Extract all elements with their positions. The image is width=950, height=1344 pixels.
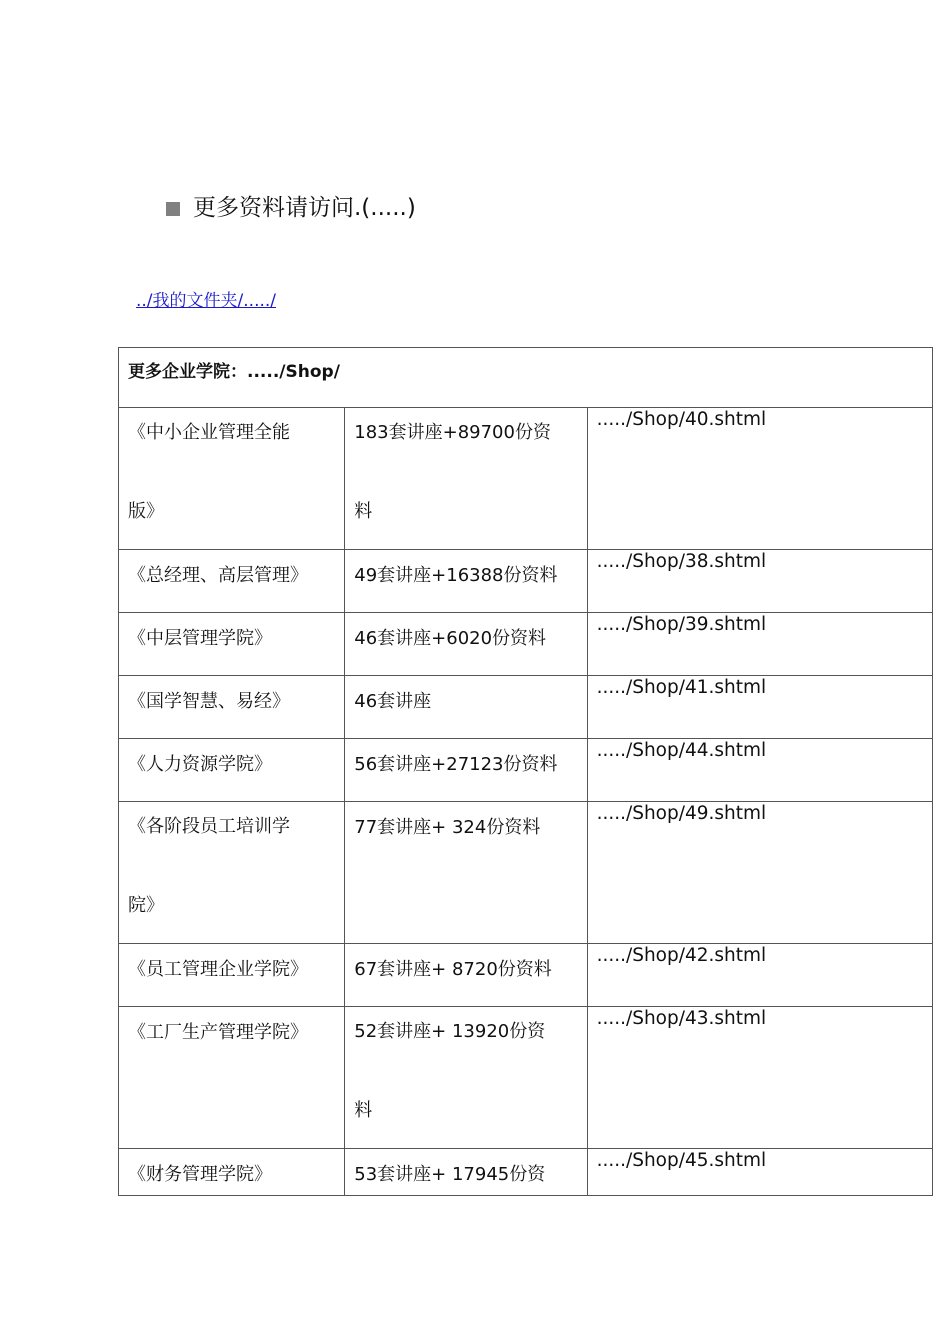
table-row — [119, 944, 933, 1007]
course-name-cell — [119, 802, 345, 944]
course-name-line: 《工厂生产管理学院》 — [128, 1022, 308, 1043]
course-desc-line: 52套讲座+ 13920份资 — [354, 1021, 546, 1042]
course-desc-line: 46套讲座 — [354, 691, 432, 712]
course-desc-line: 183套讲座+89700份资 — [354, 422, 551, 443]
course-desc-line: 77套讲座+ 324份资料 — [354, 817, 541, 838]
course-url[interactable]: ...../Shop/43.shtml — [596, 1008, 767, 1029]
course-url-cell — [587, 944, 932, 1007]
course-name-cell — [119, 408, 345, 550]
table-title: 更多企业学院：...../Shop/ — [119, 348, 933, 408]
course-name-line: 院》 — [128, 895, 164, 916]
table-row — [119, 739, 933, 802]
folder-link[interactable]: ../我的文件夹/...../ — [136, 291, 277, 311]
table-row — [119, 550, 933, 613]
course-name-line: 《财务管理学院》 — [128, 1164, 272, 1185]
course-name-line: 《中小企业管理全能 — [128, 422, 290, 443]
course-desc-cell — [345, 739, 587, 802]
course-desc-line: 56套讲座+27123份资料 — [354, 754, 558, 775]
square-bullet-icon — [166, 202, 180, 216]
table-header-row — [119, 348, 933, 408]
course-desc-cell — [345, 1149, 587, 1196]
table-row — [119, 802, 933, 944]
bullet-heading-text: 更多资料请访问.(.....) — [193, 195, 416, 221]
course-desc-line: 67套讲座+ 8720份资料 — [354, 959, 552, 980]
course-url-cell — [587, 802, 932, 944]
course-name-line: 《总经理、高层管理》 — [128, 565, 308, 586]
course-name-line: 《人力资源学院》 — [128, 754, 272, 775]
course-name-cell — [119, 1007, 345, 1149]
course-url-cell — [587, 550, 932, 613]
table-row — [119, 1149, 933, 1196]
course-name-line: 《中层管理学院》 — [128, 628, 272, 649]
course-name-cell — [119, 739, 345, 802]
course-desc-line: 49套讲座+16388份资料 — [354, 565, 558, 586]
course-desc-line: 46套讲座+6020份资料 — [354, 628, 547, 649]
course-name-cell — [119, 550, 345, 613]
course-desc-line: 料 — [354, 1100, 373, 1121]
course-url-cell — [587, 676, 932, 739]
course-url-cell — [587, 739, 932, 802]
academy-table — [118, 347, 933, 1196]
course-desc-cell — [345, 550, 587, 613]
course-desc-cell — [345, 676, 587, 739]
table-row — [119, 408, 933, 550]
course-name-cell — [119, 613, 345, 676]
course-name-line: 《国学智慧、易经》 — [128, 691, 290, 712]
course-name-cell — [119, 1149, 345, 1196]
bullet-heading — [166, 193, 416, 223]
course-desc-line: 料 — [354, 501, 373, 522]
table-row — [119, 1007, 933, 1149]
table-row — [119, 613, 933, 676]
course-url[interactable]: ...../Shop/45.shtml — [596, 1150, 767, 1171]
course-name-line: 版》 — [128, 501, 164, 522]
course-url[interactable]: ...../Shop/38.shtml — [596, 551, 767, 572]
course-url-cell — [587, 1007, 932, 1149]
course-url-cell — [587, 1149, 932, 1196]
course-url-cell — [587, 408, 932, 550]
course-desc-cell — [345, 802, 587, 944]
course-name-cell — [119, 676, 345, 739]
course-desc-cell — [345, 1007, 587, 1149]
course-url[interactable]: ...../Shop/41.shtml — [596, 677, 767, 698]
course-url[interactable]: ...../Shop/44.shtml — [596, 740, 767, 761]
course-name-line: 《员工管理企业学院》 — [128, 959, 308, 980]
course-url[interactable]: ...../Shop/42.shtml — [596, 945, 767, 966]
course-desc-cell — [345, 944, 587, 1007]
course-url-cell — [587, 613, 932, 676]
course-name-cell — [119, 944, 345, 1007]
table-row — [119, 676, 933, 739]
course-name-line: 《各阶段员工培训学 — [128, 816, 290, 837]
course-url[interactable]: ...../Shop/39.shtml — [596, 614, 767, 635]
course-url[interactable]: ...../Shop/40.shtml — [596, 409, 767, 430]
course-url[interactable]: ...../Shop/49.shtml — [596, 803, 767, 824]
course-desc-line: 53套讲座+ 17945份资 — [354, 1164, 546, 1185]
course-desc-cell — [345, 613, 587, 676]
course-desc-cell — [345, 408, 587, 550]
